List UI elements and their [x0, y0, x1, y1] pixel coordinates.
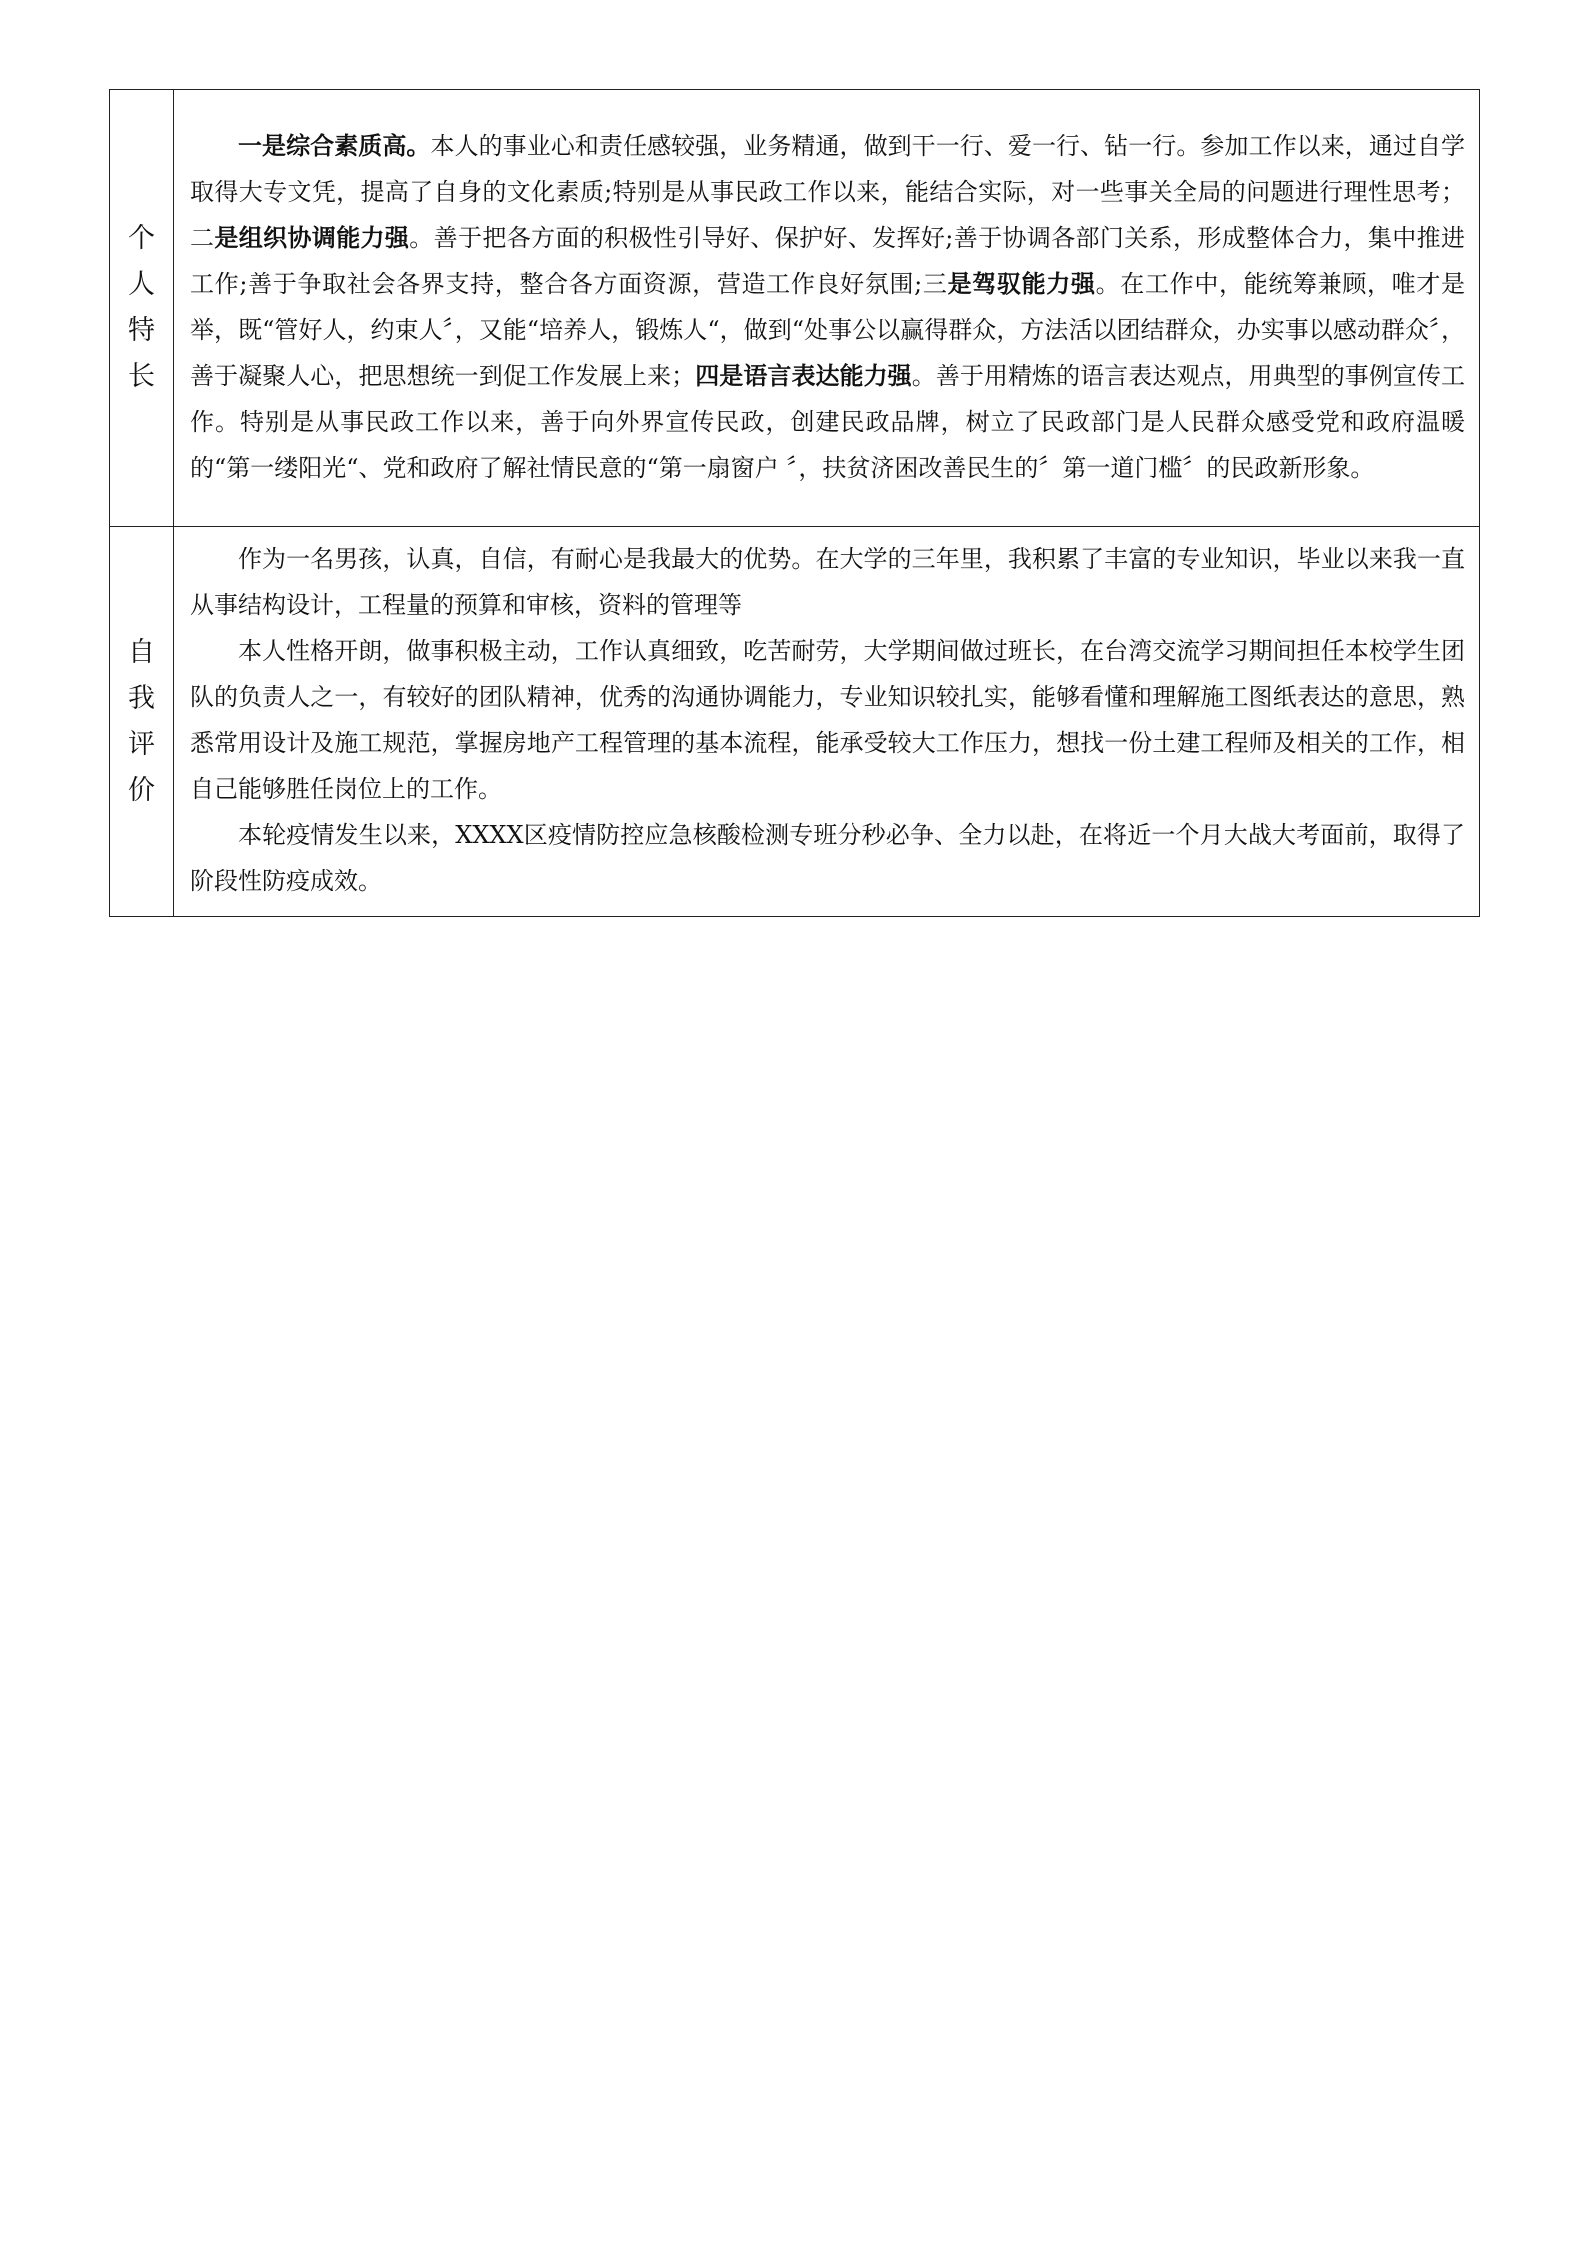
evaluation-content-cell [174, 527, 1480, 917]
strengths-row [110, 90, 1480, 527]
strengths-segment: 一是综合素质高。 [238, 130, 431, 160]
resume-table [109, 89, 1480, 917]
evaluation-row [110, 527, 1480, 917]
strengths-label: 个人特长 [127, 223, 155, 392]
strengths-segment: 。善于把各方面的积极性引导好、保护好、发挥好;善于协调各部门关系，形成整体合力，集中推进工作;善于争取社会各界支持，整合各方面资源，营造工作良好氛围;三 [190, 223, 1466, 298]
strengths-segment: 。在工作中，能统筹兼顾，唯才是举，既“管好人，约束人〞，又能“培养人，锻炼人“，做到“处事公以赢得群众，方法活以团结群众，办实事以感动群众〞，善于凝聚人心，把思想统一到促工作发展上来； [190, 269, 1466, 390]
evaluation-paragraph: 本轮疫情发生以来，XXXX区疫情防控应急核酸检测专班分秒必争、全力以赴，在将近一个月大战大考面前，取得了阶段性防疫成效。 [190, 821, 1465, 895]
strengths-segment: 。善于用精炼的语言表达观点，用典型的事例宣传工作。特别是从事民政工作以来，善于向外界宣传民政，创建民政品牌，树立了民政部门是人民群众感受党和政府温暖的“第一缕阳光“、党和政府了解社情民意的“第一扇窗户 〞，扶贫济困改善民生的〞第一道门槛〞的民政新形象。 [190, 361, 1466, 482]
strengths-segment: 是驾驭能力强 [947, 268, 1096, 298]
evaluation-label: 自我评价 [127, 636, 155, 806]
strengths-label-cell [110, 90, 174, 527]
evaluation-label-cell [110, 527, 174, 917]
strengths-segment: 是组织协调能力强 [214, 222, 410, 252]
evaluation-paragraph: 本人性格开朗，做事积极主动，工作认真细致，吃苦耐劳，大学期间做过班长，在台湾交流学习期间担任本校学生团队的负责人之一，有较好的团队精神，优秀的沟通协调能力，专业知识较扎实，能够看懂和理解施工图纸表达的意思，熟悉常用设计及施工规范，掌握房地产工程管理的基本流程，能承受较大工作压力，想找一份土建工程师及相关的工作，相自己能够胜任岗位上的工作。 [190, 637, 1465, 803]
strengths-content-cell [174, 90, 1480, 527]
strengths-segment: 四是语言表达能力强 [695, 360, 912, 390]
strengths-paragraph [190, 123, 1465, 491]
evaluation-paragraph: 作为一名男孩，认真，自信，有耐心是我最大的优势。在大学的三年里，我积累了丰富的专业知识，毕业以来我一直从事结构设计，工程量的预算和审核，资料的管理等 [190, 545, 1465, 619]
strengths-segment: 本人的事业心和责任感较强，业务精通，做到干一行、爱一行、钻一行。参加工作以来，通过自学取得大专文凭，提高了自身的文化素质;特别是从事民政工作以来，能结合实际，对一些事关全局的问题进行理性思考；二 [190, 131, 1466, 252]
